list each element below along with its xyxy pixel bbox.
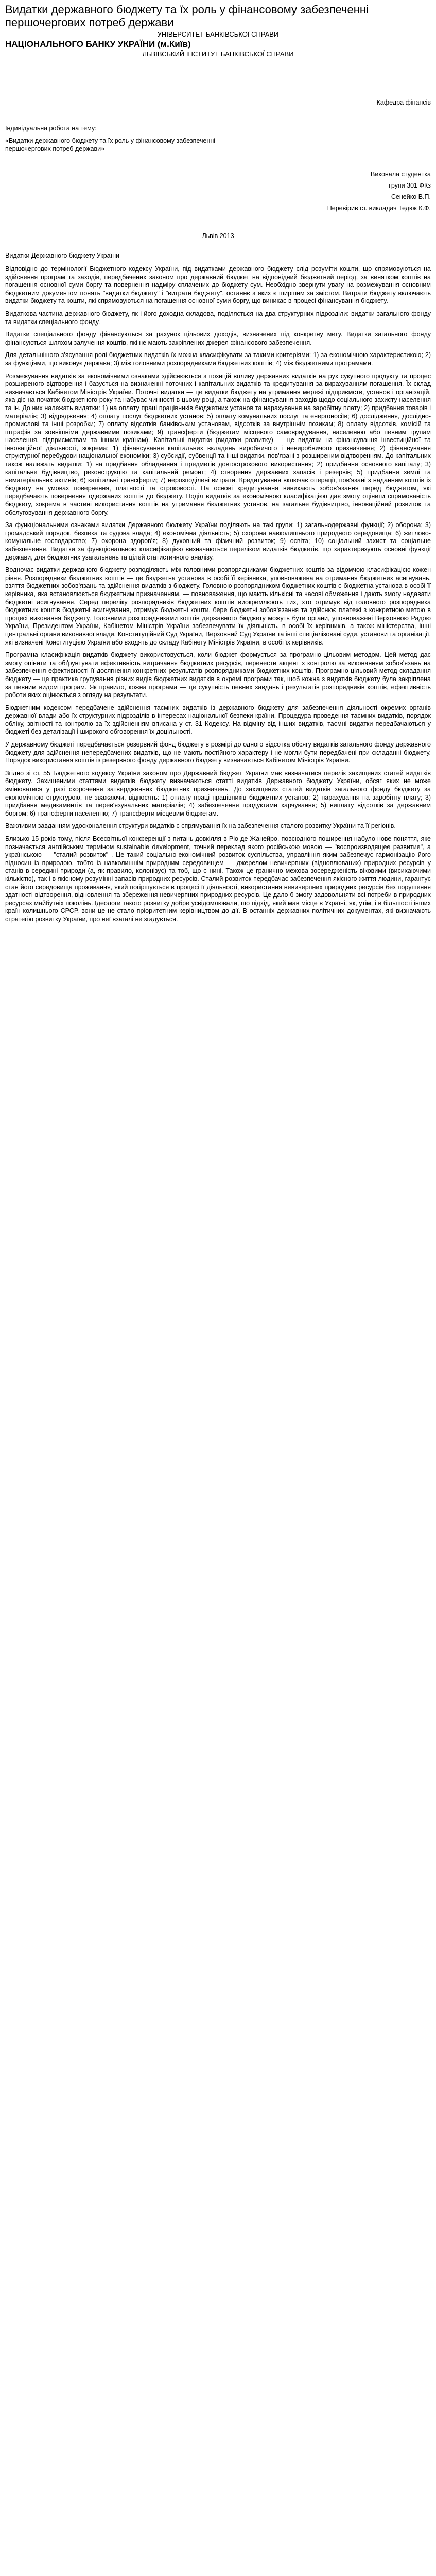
paragraph: Відповідно до термінології Бюджетного кодексу України, під видатками державного бюджету слід розуміти кошти, що спрямовуються на здійснення програм та заходів, передбачених законом про державний бюджет на відповідний бюджетний період, за винятком коштів на погашення основної суми боргу та повернення надміру сплачених до бюджету сум. Необхідно звернути увагу на розмежування основним бюджетним документом понять "видатки бюджету" і "витрати бюджету", останнє з яких є ширшим за змістом. Витрати бюджету включають видатки бюджету та кошти, які спрямовуються на погашення основної суми боргу, що виникає в процесі фінансування бюджету.: [5, 265, 431, 305]
section-title: Видатки Державного бюджету України: [5, 252, 119, 259]
paragraph: Водночас видатки державного бюджету розподіляють між головними розпорядниками бюджетних коштів за відомчою класифікацією кожен рівня. Розпорядники бюджетних коштів — це бюджетна установа в особі її керівника, уповноважена на отримання бюджетних асигнувань, взяття бюджетних зобов'язань та здійснення видатків з бюджету. Головною розпорядником бюджетних коштів є бюджетна установа в особі її керівника, яка встановлюється бюджетним призначенням, — повноваження, що мають кількісні та часові обмеження і дають змогу надавати бюджетні асигнування. Серед переліку розпорядників бюджетних коштів виокремлюють тих, хто отримує від головного розпорядника бюджетних коштів бюджетні асигнування, отримує бюджетні кошти, бере бюджетні зобов'язання та здійснює платежі з конкретною метою в процесі виконання бюджету. Головними розпорядниками коштів державного бюджету можуть бути органи, уповноважені Верховною Радою України, Президентом України, Кабінетом Міністрів України забезпечувати їх діяльність, в особі їх керівників, а також міністерства, інші центральні органи виконавчої влади, Конституційний Суд України, Верховний Суд України та інші спеціалізовані суди, установи та організації, які визначені Конституцією України або входять до складу Кабінету Міністрів України, в особі їх керівників.: [5, 566, 431, 646]
paragraph: Розмежування видатків за економічними ознаками здійснюється з позицій впливу державних видатків на рух сукупного продукту та процес розширеного відтворення і базується на визначенні поточних і капітальних видатків та кредитування за вирахуванням погашення. Їх склад визначається Кабінетом Міністрів України. Поточні видатки — це видатки бюджету на утримання мережі підприємств, установ і організацій, яка діє на початок бюджетного року та набуває чинності в цьому році, а також на фінансування заходів щодо соціального захисту населення та ін. До них належать видатки: 1) на оплату праці працівників бюджетних установ та нарахування на заробітну плату; 2) придбання товарів і матеріалів; 3) відрядження; 4) оплату послуг бюджетних установ; 5) оплату комунальних послуг та енергоносіїв; 6) дослідження, дослідно-промислові та інші розробки; 7) оплату відсотків банківським установам, відсотків за внутрішнім позикам; 8) оплату відсотків, комісій та штрафів за зовнішніми державними позиками; 9) трансферти (бюджетам місцевого самоврядування, населенню або певним групам населення, підприємствам та іншим країнам). Капітальні видатки (видатки розвитку) — це видатки на фінансування інвестиційної та інноваційної діяльності, зокрема: 1) фінансування капітальних вкладень виробничого і невиробничого призначення; 2) фінансування структурної перебудови національної економіки; 3) субсидії, субвенції та інші видатки, пов'язані з розширеним відтворенням. До капітальних також належать видатки: 1) на придбання обладнання і предметів довгострокового використання; 2) придбання основного капіталу; 3) капітальне будівництво, реконструкцію та капітальний ремонт; 4) створення державних запасів і резервів; 5) придбання землі та нематеріальних активів; 6) капітальні трансферти; 7) нерозподілені витрати. Кредитування включає операції, пов'язані з наданням коштів із бюджету на умовах повернення, платності та строковості. На основі кредитування виникають зобов'язання перед бюджетом, які передбачають повернення одержаних коштів до бюджету. Поділ видатків за економічною класифікацією дає змогу оцінити спрямованість бюджету, зокрема в частині використання коштів на утримання бюджетних установ, на загальне будівництво, інноваційний розвиток та обслуговування державного боргу.: [5, 372, 431, 516]
paragraph: За функціональними ознаками видатки Державного бюджету України поділяють на такі групи: 1) загальнодержавні функції; 2) оборона; 3) громадський порядок, безпека та судова влада; 4) економічна діяльність; 5) охорона навколишнього природного середовища; 6) житлово-комунальне господарство; 7) охорона здоров'я; 8) духовний та фізичний розвиток; 9) освіта; 10) соціальний захист та соціальне забезпечення. Видатки за функціональною класифікацією визначаються переліком видатків бюджетів, що характеризують основні функції держави, для бюджетних узагальнень та цілей статистичного аналізу.: [5, 521, 431, 561]
department-label: Кафедра фінансів: [376, 99, 431, 106]
document-page: [0, 0, 436, 939]
author-group: групи 301 ФКз: [389, 182, 431, 189]
national-bank-line: НАЦІОНАЛЬНОГО БАНКУ УКРАЇНИ (м.Київ): [5, 39, 191, 49]
paragraph: У державному бюджеті передбачається резервний фонд бюджету в розмірі до одного відсотка обсягу видатків загального фонду державного бюджету для здійснення непередбачених видатків, що не мають постійного характеру і не могли бути передбачені при складанні бюджету. Порядок використання коштів із резервного фонду державного бюджету визначається Кабінетом Міністрів України.: [5, 741, 431, 765]
paragraph: Програмна класифікація видатків бюджету використовується, коли бюджет формується за програмно-цільовим методом. Цей метод дає змогу оцінити та обґрунтувати ефективність витрачання бюджетних ресурсів, перенести акцент з контролю за виконанням зобов'язань на забезпечення ефективності її досягнення конкретних результатів розпорядниками бюджетних коштів. Програмно-цільовий метод складання бюджету — це практика групування різних видів бюджетних видатків в окремі програми так, щоб кожна з видатків бюджету була закріплена за певним видом програм. Як правило, кожна програма — це сукупність певних завдань і результатів розпорядників коштів, ефективність роботи яких оцінюється з огляду на результати.: [5, 651, 431, 699]
paragraph: Важливим завданням удосконалення структури видатків є спрямування їх на забезпечення сталого розвитку України та її регіонів.: [5, 822, 396, 830]
institute-line: ЛЬВІВСЬКИЙ ІНСТИТУТ БАНКІВСЬКОЇ СПРАВИ: [142, 50, 294, 58]
paragraph: Видаткова частина державного бюджету, як і його доходна складова, поділяється на два структурних підрозділи: видатки загального фонду та видатки спеціального фонду.: [5, 310, 431, 326]
author-block: [5, 168, 431, 214]
university-line: УНІВЕРСИТЕТ БАНКІВСЬКОЇ СПРАВИ: [157, 30, 279, 38]
paragraph: Близько 15 років тому, після Всесвітньої конференції з питань довкілля в Ріо-де-Жанейро, повсюдного поширення набуло нове поняття, яке позначається англійським терміном sustainable development, точний переклад якого російською мовою — "воспроизводящее развитие", а українською — "сталий розвиток" . Це такий соціально-економічний розвиток суспільства, управління яким забезпечує гармонізацію його відносин із природою, тобто із навколишнім природним середовищем — джерелом невичерпних (відновлюваних) природних ресурсів у станів в середині природи (а, як правило, колонізує) та тоб, що є нині. Також це гранично межова зосередженість віковими (висихаючими кількістю), так і в якісному розумінні запасів природних ресурсів. Сталий розвиток передбачає забезпечення якісного життя людини, гарантує стан його середовища проживання, який погіршується в процесі її діяльності, використання невичерпних природних ресурсів без порушення здатності відтворення, відновлення та збереження невичерпних природних ресурсів. Це дало б змогу задовольняти всі потреби в природних ресурсах майбутніх поколінь. Ідеологи такого розвитку добре усвідомлювали, що підхід, який мав місце в Україні, як, утім, і в більшості інших країн колишнього СРСР, вони це не стало пріоритетним керівництвом до дії. В останніх державних політичних документах, які визначають стратегію розвитку України, про неї взагалі не згадується.: [5, 835, 431, 923]
paragraph: Видатки спеціального фонду фінансуються за рахунок цільових доходів, визначених під конкретну мету. Видатки загального фонду фінансуються шляхом залучення коштів, які не мають закріплених джерел фінансового забезпечення.: [5, 331, 431, 346]
city-year: Львів 2013: [202, 232, 234, 240]
work-block: [5, 124, 431, 153]
work-label: Індивідуальна робота на тему:: [5, 125, 97, 132]
author-role: Виконала студентка: [371, 171, 431, 178]
body-text: [5, 265, 431, 924]
paragraph: Бюджетним кодексом передбачене здійснення таємних видатків із державного бюджету для забезпечення діяльності окремих органів державної влади або їх структурних підрозділів в інтересах національної безпеки країни. Процедура проведення таємних видатків, порядок обліку, звітності та контролю за їх здійсненням вписана у ст. 31 Кодексу. На відміну від інших видатків, таємні видатки передбачаються у бюджеті без деталізації і широкого обговорення їх доцільності.: [5, 704, 431, 736]
paragraph: Згідно зі ст. 55 Бюджетного кодексу України законом про Державний бюджет України має визначатися перелік захищених статей видатків бюджету. Захищеними статтями видатків бюджету визначаються статті видатків Державного бюджету України, обсяг яких не може змінюватися у разі скорочення затвердженних бюджетних призначень. До захищених статей видатків загального фонду бюджету за економічною структурою, не зважаючи, відносять: 1) оплату праці працівників бюджетних установ; 2) нарахування на заробітну плату; 3) придбання медикаментів та перев'язувальних матеріалів; 4) забезпечення продуктами харчування; 5) виплату відсотків за державним боргом; 6) трансферти населенню; 7) трансферти місцевим бюджетам.: [5, 769, 431, 817]
paragraph: Для детальнішого з'ясування ролі бюджетних видатків їх можна класифікувати за такими критеріями: 1) за економічною характеристикою; 2) за функціями, що виконує держава; 3) між головними розпорядниками бюджетних коштів; 4) між бюджетними програмами.: [5, 351, 431, 367]
author-name: Сенейко В.П.: [391, 193, 431, 200]
checked-by: Перевірив ст. викладач Тедюк К.Ф.: [327, 205, 431, 212]
work-topic: «Видатки державного бюджету та їх роль у фінансовому забезпеченні першочергових потреб держави»: [5, 137, 216, 152]
document-title: Видатки державного бюджету та їх роль у фінансовому забезпеченні першочергових потреб держави: [5, 3, 369, 29]
